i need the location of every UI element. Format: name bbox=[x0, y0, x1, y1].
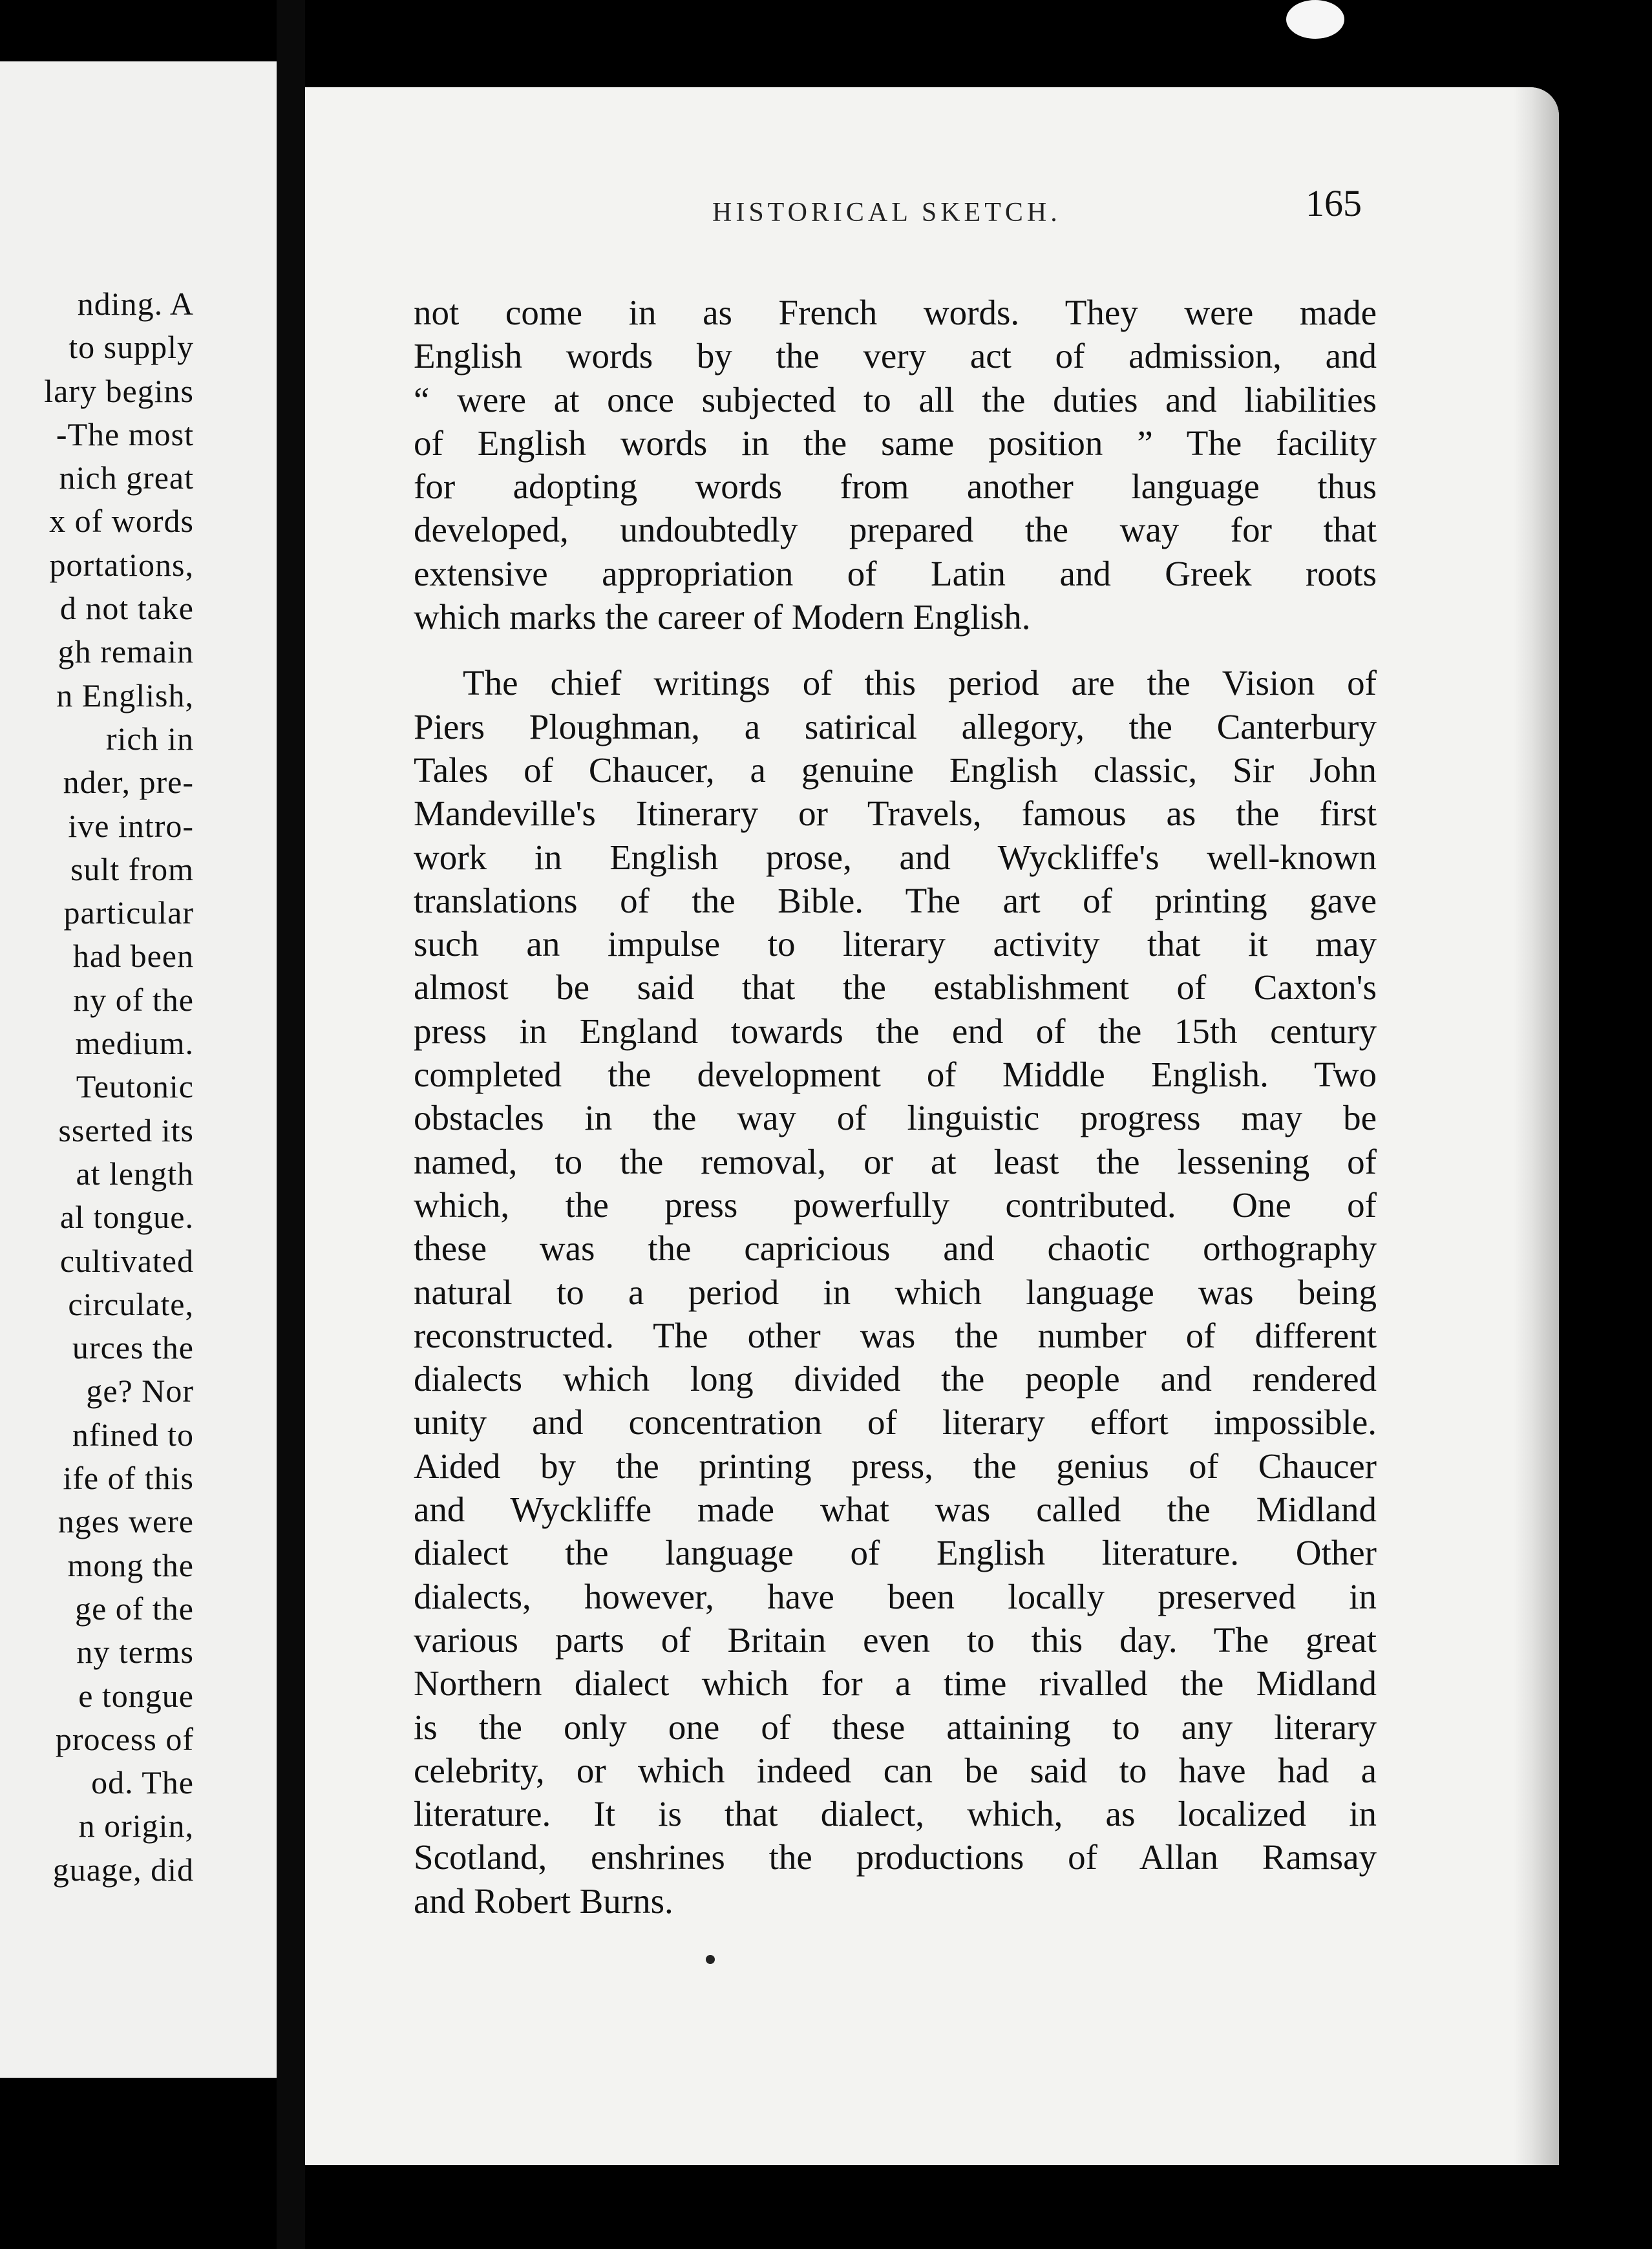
text-line: literature. It is that dialect, which, as localized in bbox=[414, 1794, 1377, 1834]
text-line: not come in as French words. They were made bbox=[414, 293, 1377, 332]
text-line: ive intro- bbox=[68, 807, 194, 844]
text-line: these was the capricious and chaotic orthography bbox=[414, 1229, 1377, 1269]
body-text bbox=[414, 291, 1377, 1923]
text-line: Aided by the printing press, the genius of Chaucer bbox=[414, 1446, 1377, 1486]
paragraph-2 bbox=[414, 661, 1377, 1923]
text-line: which, the press powerfully contributed. One of bbox=[414, 1185, 1377, 1225]
page-number: 165 bbox=[1306, 182, 1362, 224]
text-line: The chief writings of this period are the Vision of bbox=[463, 663, 1377, 703]
text-line: such an impulse to literary activity that it may bbox=[414, 924, 1377, 964]
text-line: portations, bbox=[49, 546, 194, 583]
text-line: n origin, bbox=[78, 1808, 194, 1844]
text-line: ny of the bbox=[73, 981, 194, 1018]
paragraph-1 bbox=[414, 291, 1377, 639]
text-line: mong the bbox=[67, 1547, 194, 1583]
text-line: natural to a period in which language was being bbox=[414, 1272, 1377, 1312]
text-line: -The most bbox=[56, 416, 194, 452]
text-line: and Robert Burns. bbox=[414, 1881, 673, 1921]
text-line: nich great bbox=[59, 459, 194, 496]
text-line: Teutonic bbox=[76, 1068, 194, 1105]
text-line: unity and concentration of literary effort impossible. bbox=[414, 1402, 1377, 1442]
running-head: HISTORICAL SKETCH. bbox=[712, 198, 1061, 227]
page-edge bbox=[1514, 87, 1559, 2165]
text-line: completed the development of Middle English. Two bbox=[414, 1055, 1377, 1095]
text-line: ife of this bbox=[63, 1460, 194, 1497]
text-line: and Wyckliffe made what was called the Midland bbox=[414, 1490, 1377, 1530]
text-line: n English, bbox=[56, 677, 194, 713]
text-line: had been bbox=[72, 938, 194, 975]
text-line: for adopting words from another language thus bbox=[414, 467, 1377, 507]
text-line: ge? Nor bbox=[86, 1373, 194, 1410]
text-line: almost be said that the establishment of Caxton's bbox=[414, 967, 1377, 1008]
text-line: lary begins bbox=[44, 372, 194, 409]
text-line: guage, did bbox=[52, 1851, 194, 1888]
text-line: nder, pre- bbox=[63, 764, 194, 801]
text-line: celebrity, or which indeed can be said to have had a bbox=[414, 1750, 1377, 1790]
text-line: nding. A bbox=[77, 286, 194, 322]
text-line: various parts of Britain even to this day. The great bbox=[414, 1620, 1377, 1660]
ornament-dot bbox=[706, 1955, 715, 1964]
left-page bbox=[0, 61, 278, 2078]
text-line: at length bbox=[76, 1155, 194, 1192]
text-line: particular bbox=[63, 894, 194, 931]
text-line: work in English prose, and Wyckliffe's well-known bbox=[414, 837, 1377, 877]
paper-speck bbox=[1286, 0, 1344, 39]
text-line: is the only one of these attaining to any literary bbox=[414, 1707, 1377, 1747]
text-line: d not take bbox=[59, 590, 194, 627]
text-line: extensive appropriation of Latin and Greek roots bbox=[414, 553, 1377, 593]
text-line: reconstructed. The other was the number of different bbox=[414, 1315, 1377, 1355]
text-line: dialect the language of English literature. Other bbox=[414, 1533, 1377, 1573]
text-line: urces the bbox=[72, 1329, 194, 1366]
text-line: English words by the very act of admission, and bbox=[414, 336, 1377, 376]
text-line: translations of the Bible. The art of printing gave bbox=[414, 880, 1377, 920]
text-line: Northern dialect which for a time rivalled the Midland bbox=[414, 1663, 1377, 1704]
text-line: ge of the bbox=[75, 1590, 194, 1627]
text-line: circulate, bbox=[68, 1285, 194, 1322]
left-page-text bbox=[0, 282, 194, 1892]
text-line: rich in bbox=[105, 720, 194, 757]
text-line: al tongue. bbox=[59, 1199, 194, 1236]
text-line: named, to the removal, or at least the lessening of bbox=[414, 1141, 1377, 1181]
text-line: which marks the career of Modern English. bbox=[414, 597, 1031, 637]
text-line: “ were at once subjected to all the duties and liabilities bbox=[414, 379, 1377, 419]
text-line: nfined to bbox=[72, 1416, 194, 1453]
text-line: to supply bbox=[69, 329, 194, 366]
text-line: od. The bbox=[91, 1764, 194, 1801]
text-line: cultivated bbox=[59, 1242, 194, 1279]
text-line: developed, undoubtedly prepared the way for that bbox=[414, 510, 1377, 550]
text-line: process of bbox=[55, 1720, 194, 1757]
text-line: dialects which long divided the people and rendered bbox=[414, 1359, 1377, 1399]
book-gutter bbox=[277, 0, 305, 2249]
text-line: Scotland, enshrines the productions of Allan Ramsay bbox=[414, 1837, 1377, 1877]
text-line: e tongue bbox=[78, 1677, 194, 1714]
text-line: ny terms bbox=[76, 1634, 194, 1671]
text-line: Mandeville's Itinerary or Travels, famous as the first bbox=[414, 794, 1377, 834]
text-line: nges were bbox=[58, 1503, 194, 1540]
text-line: press in England towards the end of the 15th century bbox=[414, 1011, 1377, 1051]
text-line: Piers Ploughman, a satirical allegory, the Canterbury bbox=[414, 706, 1377, 746]
text-line: medium. bbox=[75, 1025, 194, 1062]
text-line: x of words bbox=[49, 503, 194, 540]
text-line: dialects, however, have been locally preserved in bbox=[414, 1576, 1377, 1616]
text-line: obstacles in the way of linguistic progress may be bbox=[414, 1098, 1377, 1138]
text-line: sult from bbox=[70, 850, 194, 887]
text-line: sserted its bbox=[58, 1112, 194, 1148]
text-line: of English words in the same position ” The facility bbox=[414, 423, 1377, 463]
text-line: gh remain bbox=[58, 633, 194, 670]
text-line: Tales of Chaucer, a genuine English classic, Sir John bbox=[414, 750, 1377, 790]
